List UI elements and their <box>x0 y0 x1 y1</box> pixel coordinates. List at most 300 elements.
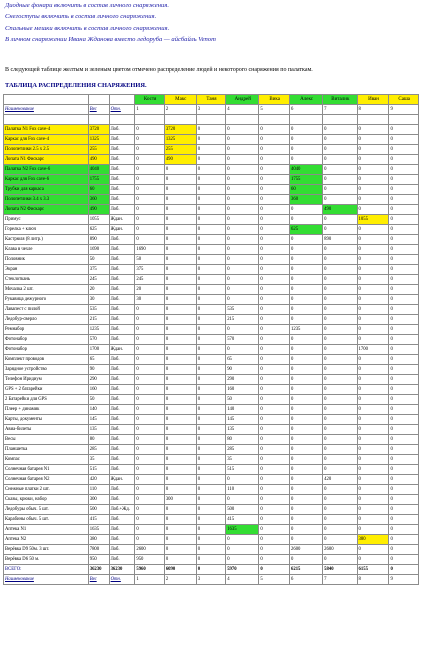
item-value-cell: 0 <box>290 255 323 265</box>
table-row <box>4 445 419 455</box>
item-value-cell: 0 <box>389 135 419 145</box>
item-name-cell: Аптека N2 <box>4 535 89 545</box>
item-value-cell: 0 <box>389 195 419 205</box>
table-row <box>4 205 419 215</box>
item-value-cell: 0 <box>290 145 323 155</box>
item-value-cell: 420 <box>323 475 357 485</box>
item-value-cell: 0 <box>323 275 357 285</box>
item-value-cell: 0 <box>323 485 357 495</box>
item-value-cell: 160 <box>226 385 259 395</box>
item-value-cell: 0 <box>357 165 389 175</box>
total-value-cell: 6090 <box>164 565 196 575</box>
item-name-cell: Снежные платки 2 шт. <box>4 485 89 495</box>
item-value-cell: 255 <box>164 145 196 155</box>
item-value-cell: 0 <box>164 235 196 245</box>
item-rel-cell: Лоб. <box>109 555 135 565</box>
item-value-cell: 0 <box>259 335 290 345</box>
item-name-cell: Фотонабор <box>4 335 89 345</box>
item-name-cell: Кастрюля (8 литр.) <box>4 235 89 245</box>
item-rel-cell: Лоб. <box>109 265 135 275</box>
item-value-cell: 0 <box>290 555 323 565</box>
item-name-cell: Каркас для Fox cave-6 <box>4 175 89 185</box>
item-name-cell: Лопата N1 Фискарс <box>4 155 89 165</box>
item-value-cell: 0 <box>135 145 164 155</box>
table-row <box>4 525 419 535</box>
item-name-cell: Стеклоткань <box>4 275 89 285</box>
item-value-cell: 0 <box>357 355 389 365</box>
header-num-cell: 1 <box>135 105 164 115</box>
footer-header-row <box>4 575 419 585</box>
empty-cell <box>226 115 259 125</box>
item-value-cell: 0 <box>290 135 323 145</box>
item-value-cell: 0 <box>259 355 290 365</box>
item-value-cell: 0 <box>357 285 389 295</box>
item-value-cell: 300 <box>164 495 196 505</box>
footer-num-cell: 3 <box>196 575 225 585</box>
item-value-cell: 0 <box>196 135 225 145</box>
item-value-cell: 0 <box>196 515 225 525</box>
table-row <box>4 225 419 235</box>
person-name-cell: Саша <box>389 95 419 105</box>
item-value-cell: 0 <box>164 205 196 215</box>
total-value-cell: 6215 <box>290 565 323 575</box>
item-value-cell: 0 <box>226 495 259 505</box>
item-value-cell: 0 <box>259 505 290 515</box>
item-value-cell: 0 <box>135 205 164 215</box>
footer-num-cell: 9 <box>389 575 419 585</box>
table-row <box>4 125 419 135</box>
item-value-cell: 0 <box>290 215 323 225</box>
item-value-cell: 0 <box>323 255 357 265</box>
item-value-cell: 0 <box>323 195 357 205</box>
item-value-cell: 0 <box>226 185 259 195</box>
item-value-cell: 0 <box>389 285 419 295</box>
table-row <box>4 495 419 505</box>
table-row <box>4 455 419 465</box>
item-value-cell: 0 <box>135 475 164 485</box>
item-value-cell: 0 <box>135 235 164 245</box>
item-value-cell: 0 <box>196 375 225 385</box>
item-value-cell: 0 <box>290 275 323 285</box>
item-value-cell: 0 <box>323 155 357 165</box>
item-value-cell: 0 <box>135 485 164 495</box>
item-rel-cell: Лоб. <box>109 295 135 305</box>
item-value-cell: 0 <box>196 145 225 155</box>
empty-cell <box>109 115 135 125</box>
item-value-cell: 0 <box>357 415 389 425</box>
item-value-cell: 0 <box>164 195 196 205</box>
header-num-cell: 8 <box>357 105 389 115</box>
item-value-cell: 0 <box>196 325 225 335</box>
item-value-cell: 2600 <box>323 545 357 555</box>
spacer-row <box>4 115 419 125</box>
item-value-cell: 0 <box>135 515 164 525</box>
item-value-cell: 0 <box>357 275 389 285</box>
item-value-cell: 0 <box>357 325 389 335</box>
footer-num-cell: 1 <box>135 575 164 585</box>
empty-cell <box>196 115 225 125</box>
table-row <box>4 315 419 325</box>
item-rel-cell: Лоб. <box>109 135 135 145</box>
item-value-cell: 0 <box>357 465 389 475</box>
item-value-cell: 135 <box>226 425 259 435</box>
table-row <box>4 265 419 275</box>
item-value-cell: 0 <box>226 545 259 555</box>
item-value-cell: 0 <box>226 175 259 185</box>
item-value-cell: 50 <box>226 395 259 405</box>
table-row <box>4 175 419 185</box>
header-num-cell: 6 <box>290 105 323 115</box>
item-value-cell: 140 <box>226 405 259 415</box>
item-value-cell: 0 <box>164 315 196 325</box>
item-value-cell: 0 <box>323 345 357 355</box>
notes-block <box>5 2 415 47</box>
item-value-cell: 245 <box>135 275 164 285</box>
total-value-cell: 0 <box>259 565 290 575</box>
item-value-cell: 0 <box>226 555 259 565</box>
item-value-cell: 0 <box>226 265 259 275</box>
item-value-cell: 0 <box>323 535 357 545</box>
item-value-cell: 1055 <box>357 215 389 225</box>
item-value-cell: 0 <box>323 405 357 415</box>
item-name-cell: Ледобуры обыч. 5 шт. <box>4 505 89 515</box>
footer-num-cell: 7 <box>323 575 357 585</box>
table-row <box>4 185 419 195</box>
item-value-cell: 0 <box>389 265 419 275</box>
item-value-cell: 0 <box>226 325 259 335</box>
item-weight-cell: 1635 <box>88 525 109 535</box>
item-value-cell: 0 <box>357 445 389 455</box>
item-rel-cell: Лоб. <box>109 385 135 395</box>
item-value-cell: 0 <box>259 545 290 555</box>
item-value-cell: 0 <box>226 285 259 295</box>
table-row <box>4 555 419 565</box>
item-value-cell: 0 <box>323 215 357 225</box>
item-value-cell: 20 <box>135 285 164 295</box>
item-value-cell: 0 <box>290 295 323 305</box>
item-value-cell: 0 <box>357 155 389 165</box>
item-weight-cell: 30 <box>88 295 109 305</box>
item-weight-cell: 490 <box>88 155 109 165</box>
item-rel-cell: Лоб. <box>109 415 135 425</box>
item-rel-cell: Лоб. <box>109 145 135 155</box>
item-value-cell: 0 <box>135 175 164 185</box>
item-value-cell: 0 <box>196 315 225 325</box>
item-value-cell: 0 <box>226 205 259 215</box>
item-value-cell: 0 <box>323 315 357 325</box>
item-weight-cell: 1325 <box>88 135 109 145</box>
item-value-cell: 0 <box>357 515 389 525</box>
item-value-cell: 0 <box>259 225 290 235</box>
footer-num-cell: 4 <box>226 575 259 585</box>
item-value-cell: 0 <box>135 165 164 175</box>
table-row <box>4 285 419 295</box>
item-value-cell: 0 <box>259 365 290 375</box>
item-value-cell: 0 <box>164 425 196 435</box>
item-rel-cell: Лоб. <box>109 465 135 475</box>
item-weight-cell: 375 <box>88 265 109 275</box>
item-value-cell: 0 <box>259 135 290 145</box>
item-weight-cell: 950 <box>88 555 109 565</box>
item-value-cell: 0 <box>259 515 290 525</box>
item-rel-cell: Лоб. <box>109 195 135 205</box>
header-num-cell: 3 <box>196 105 225 115</box>
item-value-cell: 0 <box>164 435 196 445</box>
item-value-cell: 0 <box>259 315 290 325</box>
item-value-cell: 0 <box>357 455 389 465</box>
item-value-cell: 0 <box>196 265 225 275</box>
item-value-cell: 0 <box>196 295 225 305</box>
item-value-cell: 0 <box>259 405 290 415</box>
header-weight-cell: Вес <box>88 105 109 115</box>
item-value-cell: 0 <box>259 535 290 545</box>
item-value-cell: 0 <box>259 125 290 135</box>
item-value-cell: 0 <box>196 305 225 315</box>
table-row <box>4 545 419 555</box>
item-value-cell: 0 <box>290 405 323 415</box>
item-value-cell: 0 <box>323 495 357 505</box>
item-value-cell: 0 <box>135 325 164 335</box>
item-value-cell: 0 <box>196 345 225 355</box>
item-rel-cell: Ждан. <box>109 345 135 355</box>
table-row <box>4 355 419 365</box>
item-value-cell: 0 <box>259 455 290 465</box>
item-name-cell: Экран <box>4 265 89 275</box>
item-value-cell: 0 <box>389 395 419 405</box>
item-value-cell: 0 <box>259 235 290 245</box>
item-value-cell: 0 <box>259 175 290 185</box>
footer-num-cell: 2 <box>164 575 196 585</box>
item-value-cell: 0 <box>290 155 323 165</box>
item-rel-cell: Ждан. <box>109 215 135 225</box>
item-value-cell: 0 <box>259 395 290 405</box>
item-value-cell: 0 <box>323 375 357 385</box>
item-value-cell: 0 <box>389 455 419 465</box>
item-value-cell: 0 <box>196 495 225 505</box>
item-weight-cell: 255 <box>88 145 109 155</box>
item-value-cell: 360 <box>290 195 323 205</box>
table-row <box>4 395 419 405</box>
item-value-cell: 490 <box>323 205 357 215</box>
item-name-cell: Весы <box>4 435 89 445</box>
item-name-cell: 2 Батарейки для GPS <box>4 395 89 405</box>
item-value-cell: 0 <box>323 445 357 455</box>
item-value-cell: 0 <box>389 245 419 255</box>
item-value-cell: 0 <box>290 385 323 395</box>
item-value-cell: 0 <box>196 455 225 465</box>
item-name-cell: Плеер + динамик <box>4 405 89 415</box>
item-value-cell: 0 <box>357 185 389 195</box>
item-rel-cell: Лоб. <box>109 545 135 555</box>
item-value-cell: 0 <box>164 305 196 315</box>
item-weight-cell: 140 <box>88 405 109 415</box>
item-weight-cell: 245 <box>88 275 109 285</box>
item-value-cell: 0 <box>226 475 259 485</box>
item-value-cell: 0 <box>164 415 196 425</box>
item-rel-cell: Лоб. <box>109 175 135 185</box>
total-value-cell: 5970 <box>226 565 259 575</box>
item-value-cell: 1235 <box>290 325 323 335</box>
item-value-cell: 0 <box>196 245 225 255</box>
item-value-cell: 0 <box>135 195 164 205</box>
item-name-cell: Планшетка <box>4 445 89 455</box>
intro-text: В следующей таблице желтым и зеленым цветом отмечено распределение людей и некоторого снаряжения по палаткам. <box>5 67 313 73</box>
item-rel-cell: Лоб. <box>109 515 135 525</box>
item-value-cell: 0 <box>290 365 323 375</box>
item-name-cell: Лопата N2 Фискарс <box>4 205 89 215</box>
item-value-cell: 0 <box>357 175 389 185</box>
item-value-cell: 0 <box>357 385 389 395</box>
item-rel-cell: Лоб. <box>109 365 135 375</box>
item-value-cell: 0 <box>226 295 259 305</box>
item-value-cell: 0 <box>323 335 357 345</box>
item-value-cell: 0 <box>196 435 225 445</box>
item-rel-cell: Лоб. <box>109 435 135 445</box>
item-value-cell: 0 <box>226 245 259 255</box>
item-value-cell: 1690 <box>135 245 164 255</box>
empty-cell <box>290 115 323 125</box>
item-rel-cell: Лоб. <box>109 355 135 365</box>
item-value-cell: 0 <box>323 515 357 525</box>
column-header-row <box>4 105 419 115</box>
item-value-cell: 0 <box>164 245 196 255</box>
item-value-cell: 0 <box>259 215 290 225</box>
item-value-cell: 35 <box>226 455 259 465</box>
people-header-row <box>4 95 419 105</box>
item-value-cell: 0 <box>196 465 225 475</box>
total-value-cell: 5960 <box>135 565 164 575</box>
item-value-cell: 0 <box>323 525 357 535</box>
item-name-cell: Фотонабор <box>4 345 89 355</box>
item-value-cell: 0 <box>323 465 357 475</box>
table-row <box>4 485 419 495</box>
item-value-cell: 0 <box>389 255 419 265</box>
item-value-cell: 0 <box>259 475 290 485</box>
item-value-cell: 0 <box>389 205 419 215</box>
item-value-cell: 0 <box>196 205 225 215</box>
item-rel-cell: Лоб. <box>109 205 135 215</box>
item-value-cell: 0 <box>259 145 290 155</box>
item-value-cell: 0 <box>164 255 196 265</box>
item-value-cell: 0 <box>389 485 419 495</box>
item-value-cell: 570 <box>226 335 259 345</box>
item-value-cell: 0 <box>226 215 259 225</box>
item-value-cell: 0 <box>389 475 419 485</box>
item-value-cell: 0 <box>196 335 225 345</box>
table-row <box>4 515 419 525</box>
item-value-cell: 0 <box>259 465 290 475</box>
item-value-cell: 0 <box>196 405 225 415</box>
item-value-cell: 0 <box>164 325 196 335</box>
item-value-cell: 0 <box>389 555 419 565</box>
item-value-cell: 0 <box>357 305 389 315</box>
item-value-cell: 0 <box>135 505 164 515</box>
item-value-cell: 0 <box>259 185 290 195</box>
item-value-cell: 0 <box>290 435 323 445</box>
item-value-cell: 0 <box>164 555 196 565</box>
person-name-cell: Иван <box>357 95 389 105</box>
item-weight-cell: 50 <box>88 395 109 405</box>
item-value-cell: 0 <box>135 535 164 545</box>
item-value-cell: 0 <box>259 325 290 335</box>
item-value-cell: 0 <box>389 155 419 165</box>
item-value-cell: 0 <box>389 175 419 185</box>
item-value-cell: 0 <box>290 515 323 525</box>
item-value-cell: 0 <box>290 265 323 275</box>
item-name-cell: Карабины обыч. 5 шт. <box>4 515 89 525</box>
item-value-cell: 0 <box>389 125 419 135</box>
item-weight-cell: 50 <box>88 255 109 265</box>
item-value-cell: 380 <box>357 535 389 545</box>
item-value-cell: 0 <box>226 135 259 145</box>
item-rel-cell: Лоб. <box>109 455 135 465</box>
item-value-cell: 0 <box>357 375 389 385</box>
table-row <box>4 535 419 545</box>
item-weight-cell: 80 <box>88 435 109 445</box>
footer-rel-cell: Отн. <box>109 575 135 585</box>
item-value-cell: 0 <box>196 485 225 495</box>
item-value-cell: 0 <box>389 235 419 245</box>
item-value-cell: 0 <box>259 485 290 495</box>
item-value-cell: 0 <box>259 385 290 395</box>
empty-cell <box>164 115 196 125</box>
item-name-cell: Ледобур-сверло <box>4 315 89 325</box>
item-value-cell: 0 <box>164 225 196 235</box>
item-value-cell: 0 <box>357 255 389 265</box>
table-row <box>4 435 419 445</box>
table-row <box>4 385 419 395</box>
footer-name-cell: Наименование <box>4 575 89 585</box>
item-value-cell: 0 <box>357 195 389 205</box>
item-value-cell: 0 <box>226 145 259 155</box>
item-value-cell: 0 <box>323 225 357 235</box>
item-value-cell: 0 <box>357 555 389 565</box>
item-name-cell: Лавапест с пилой <box>4 305 89 315</box>
item-value-cell: 1700 <box>357 345 389 355</box>
person-name-cell: Виталик <box>323 95 357 105</box>
item-value-cell: 0 <box>196 355 225 365</box>
item-value-cell: 0 <box>389 165 419 175</box>
item-value-cell: 0 <box>164 345 196 355</box>
person-name-cell: Алекс <box>290 95 323 105</box>
item-value-cell: 0 <box>389 365 419 375</box>
item-value-cell: 0 <box>357 545 389 555</box>
item-value-cell: 0 <box>196 445 225 455</box>
item-value-cell: 0 <box>323 395 357 405</box>
item-value-cell: 0 <box>323 415 357 425</box>
item-rel-cell: Лоб. <box>109 425 135 435</box>
table-row <box>4 475 419 485</box>
item-value-cell: 0 <box>259 155 290 165</box>
item-name-cell: Полопетлики 3.4 x 3.3 <box>4 195 89 205</box>
header-rel-cell: Отн. <box>109 105 135 115</box>
table-row <box>4 425 419 435</box>
item-value-cell: 0 <box>389 215 419 225</box>
item-value-cell: 0 <box>357 395 389 405</box>
empty-cell <box>88 95 109 105</box>
item-value-cell: 0 <box>135 465 164 475</box>
item-rel-cell: Лоб. <box>109 275 135 285</box>
item-value-cell: 0 <box>357 295 389 305</box>
item-rel-cell: Лоб. <box>109 165 135 175</box>
total-value-cell: 6155 <box>357 565 389 575</box>
item-value-cell: 2600 <box>135 545 164 555</box>
item-value-cell: 0 <box>389 525 419 535</box>
item-value-cell: 0 <box>196 255 225 265</box>
item-value-cell: 0 <box>226 225 259 235</box>
item-value-cell: 415 <box>226 515 259 525</box>
item-name-cell: Авиа-билеты <box>4 425 89 435</box>
